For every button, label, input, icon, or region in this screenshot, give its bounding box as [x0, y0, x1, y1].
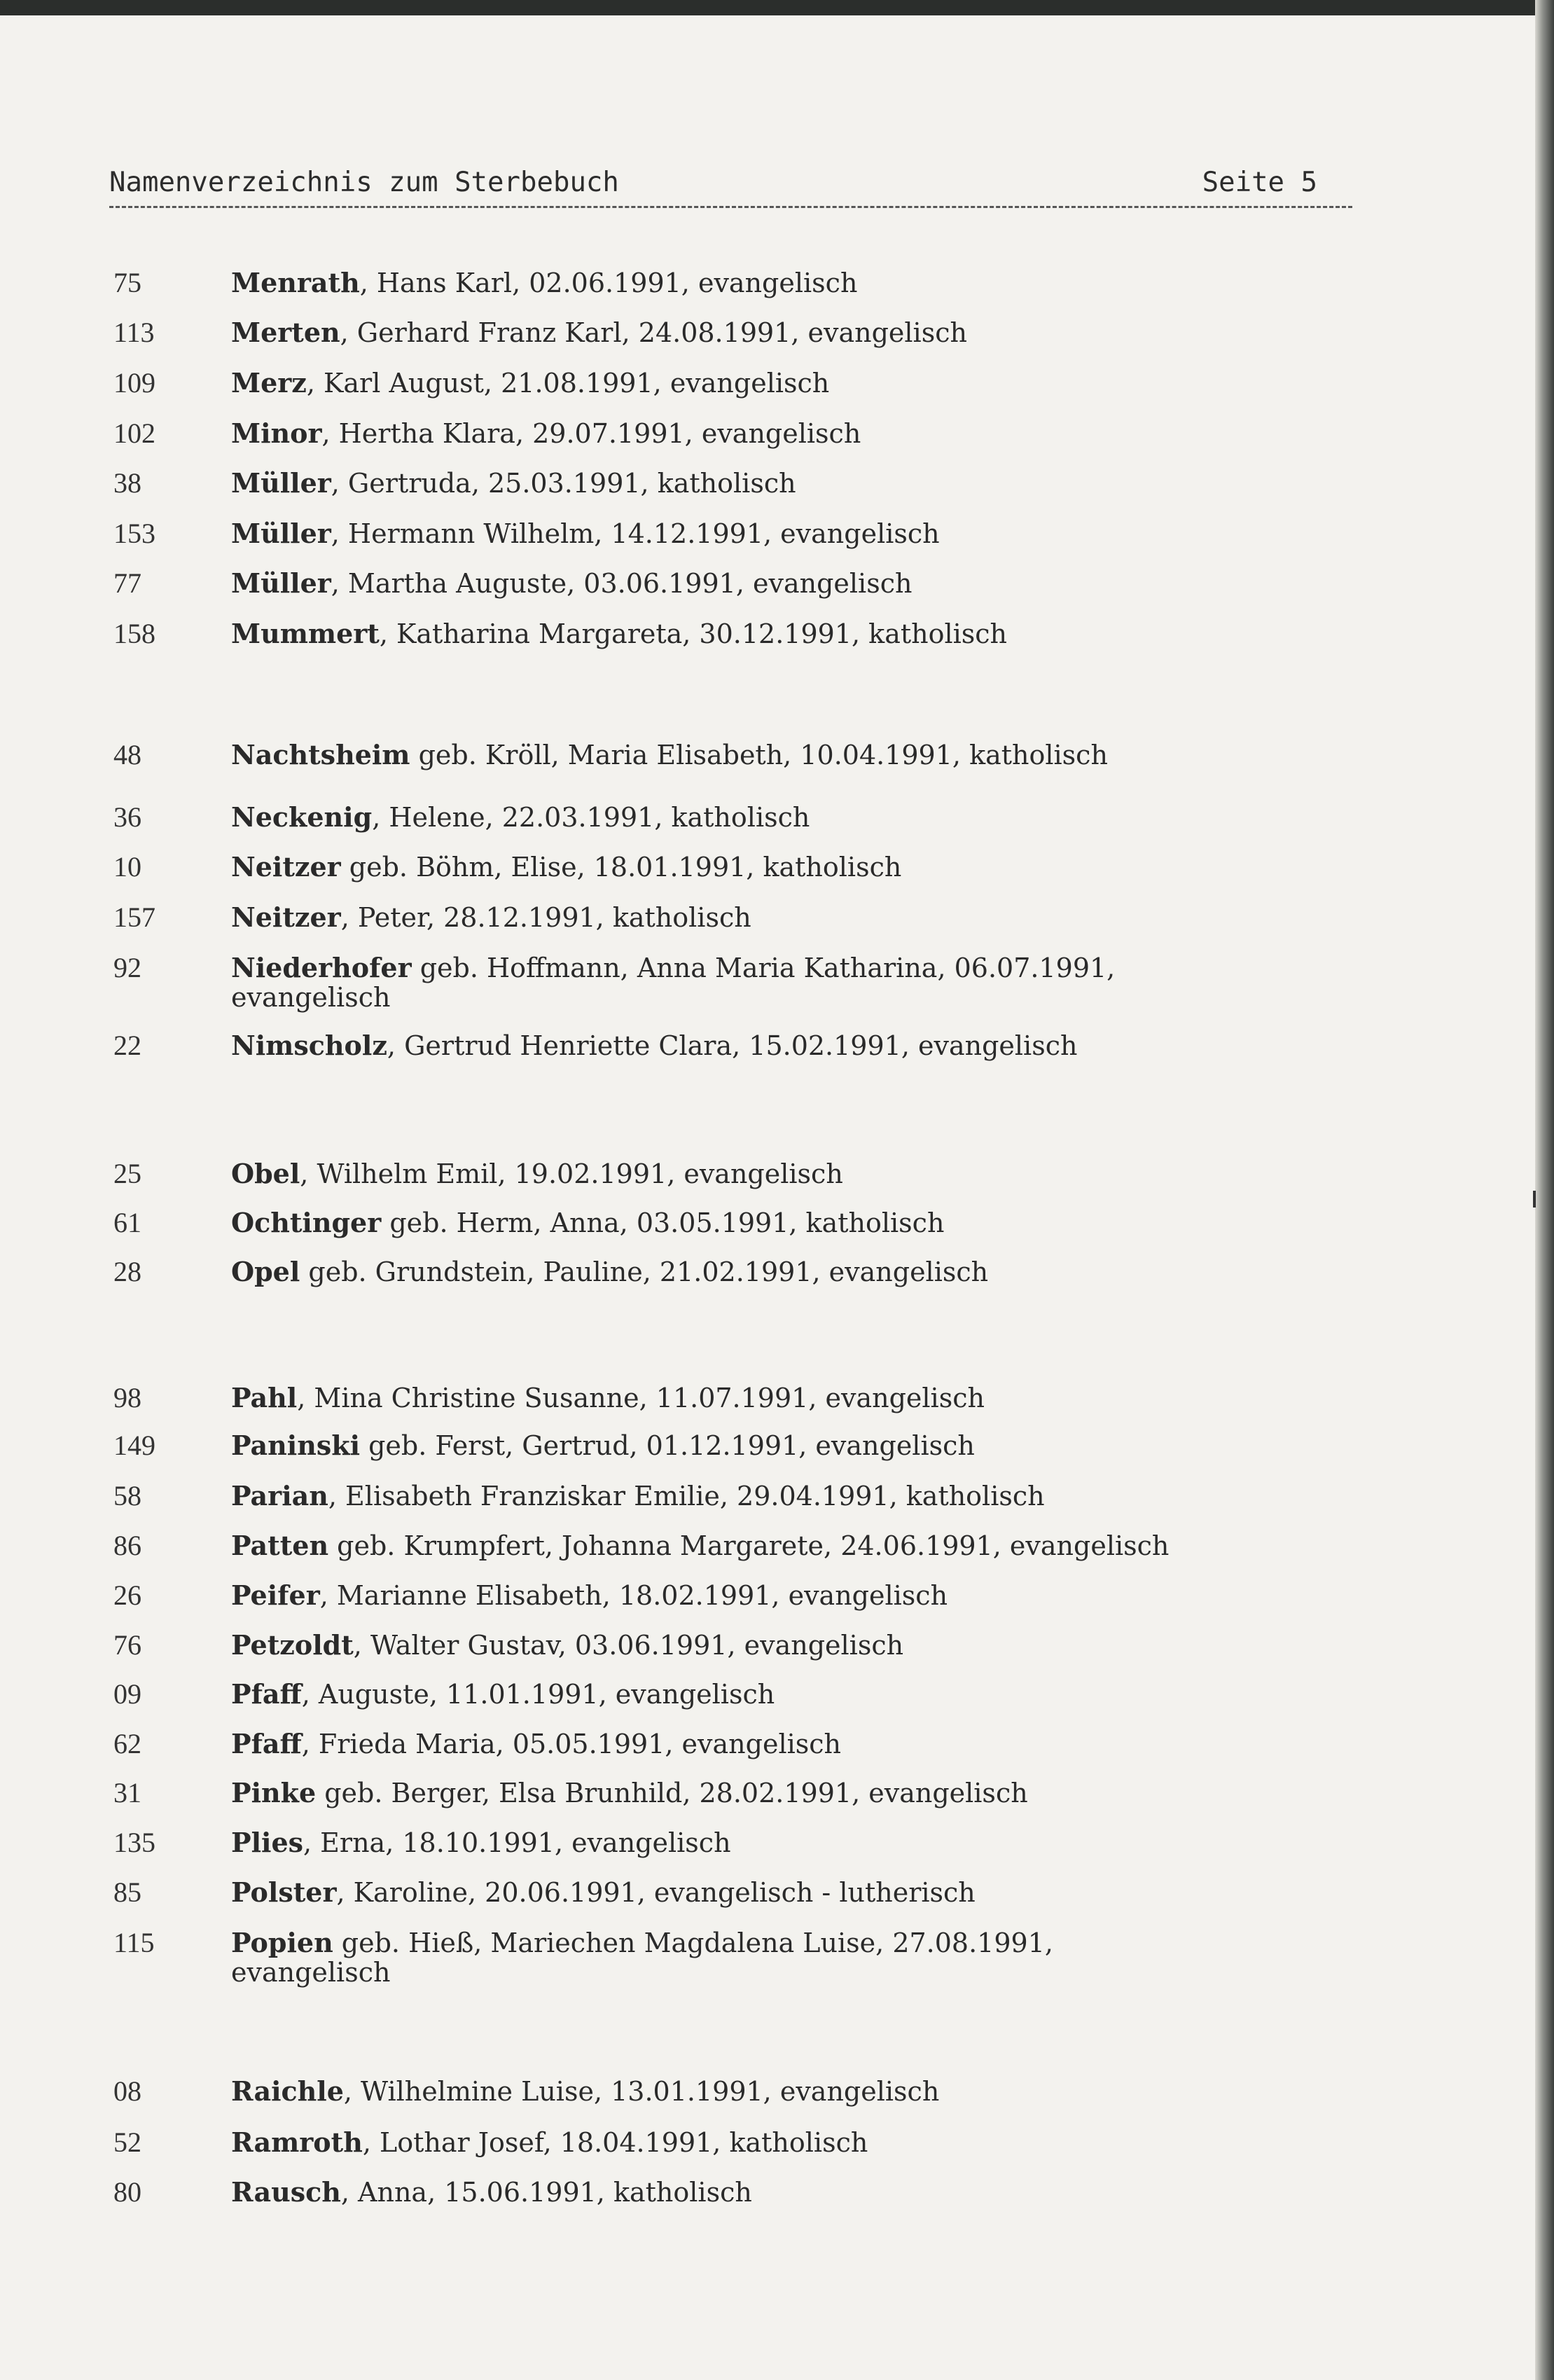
entry-number: 157	[113, 901, 155, 933]
entry-details: , Karl August, 21.08.1991, evangelisch	[306, 368, 830, 399]
entry-number: 10	[113, 851, 141, 883]
entry-surname: Minor	[231, 417, 322, 449]
entry-number: 98	[113, 1382, 141, 1413]
entry-number: 158	[113, 618, 155, 649]
entry-number: 115	[113, 1927, 155, 1958]
entry-surname: Ramroth	[231, 2126, 363, 2158]
entry-surname: Merz	[231, 367, 307, 399]
entry-surname: Peifer	[231, 1579, 320, 1611]
entry-details: geb. Kröll, Maria Elisabeth, 10.04.1991, katholisch	[410, 740, 1108, 770]
entry-surname: Paninski	[231, 1430, 361, 1461]
entry-surname: Nachtsheim	[231, 739, 410, 770]
margin-mark	[1533, 1191, 1536, 1208]
entry-surname: Pfaff	[231, 1728, 302, 1759]
entry-surname: Petzoldt	[231, 1629, 354, 1661]
entry-surname: Parian	[231, 1480, 328, 1511]
entry-surname: Nimscholz	[231, 1030, 387, 1061]
document-page	[0, 15, 1535, 2380]
entry-surname: Raichle	[231, 2075, 344, 2107]
entry-surname: Pinke	[231, 1777, 317, 1808]
entry-surname: Müller	[231, 467, 331, 499]
entry-details: geb. Grundstein, Pauline, 21.02.1991, evangelisch	[300, 1257, 989, 1287]
entry-details: , Martha Auguste, 03.06.1991, evangelisch	[331, 568, 913, 599]
entry-details: geb. Herm, Anna, 03.05.1991, katholisch	[381, 1208, 945, 1238]
entry-details: , Auguste, 11.01.1991, evangelisch	[301, 1679, 775, 1710]
entry-number: 102	[113, 417, 155, 449]
entry-number: 62	[113, 1728, 141, 1759]
entry-details: geb. Hieß, Mariechen Magdalena Luise, 27.08.1991,	[333, 1928, 1053, 1958]
entry-number: 28	[113, 1256, 141, 1287]
page-header	[109, 167, 1352, 208]
entry-surname: Mummert	[231, 618, 380, 649]
entry-details: , Karoline, 20.06.1991, evangelisch - lutherisch	[336, 1877, 976, 1908]
entry-details: , Gertrud Henriette Clara, 15.02.1991, evangelisch	[387, 1030, 1078, 1061]
entry-details: , Gerhard Franz Karl, 24.08.1991, evangelisch	[340, 317, 967, 348]
entry-details: , Wilhelmine Luise, 13.01.1991, evangelisch	[343, 2076, 940, 2107]
entry-number: 31	[113, 1777, 141, 1808]
entry-details: , Mina Christine Susanne, 11.07.1991, evangelisch	[297, 1383, 985, 1413]
entry-surname: Ochtinger	[231, 1207, 382, 1238]
entry-number: 61	[113, 1207, 141, 1238]
entry-number: 80	[113, 2176, 141, 2208]
entry-number: 77	[113, 567, 141, 599]
entry-number: 08	[113, 2075, 141, 2107]
entry-number: 113	[113, 317, 155, 348]
entry-surname: Merten	[231, 317, 340, 348]
entry-number: 26	[113, 1579, 141, 1611]
entry-details: , Hermann Wilhelm, 14.12.1991, evangelisch	[331, 518, 940, 549]
entry-surname: Neckenig	[231, 801, 373, 833]
entry-details: , Katharina Margareta, 30.12.1991, katholisch	[379, 618, 1008, 649]
entry-details: , Wilhelm Emil, 19.02.1991, evangelisch	[300, 1158, 843, 1189]
entry-surname: Pahl	[231, 1382, 298, 1413]
entry-details: geb. Krumpfert, Johanna Margarete, 24.06.1991, evangelisch	[328, 1530, 1170, 1561]
entry-surname: Obel	[231, 1158, 300, 1189]
entry-surname: Neitzer	[231, 901, 341, 933]
entry-number: 135	[113, 1827, 155, 1858]
entry-number: 76	[113, 1629, 141, 1661]
entry-surname: Popien	[231, 1927, 333, 1958]
entry-details: , Erna, 18.10.1991, evangelisch	[303, 1827, 731, 1858]
page-number: Seite 5	[1202, 167, 1317, 198]
entry-details: , Elisabeth Franziskar Emilie, 29.04.1991, katholisch	[328, 1481, 1045, 1511]
entry-number: 38	[113, 467, 141, 499]
entry-number: 85	[113, 1876, 141, 1908]
entry-number: 149	[113, 1430, 155, 1461]
entry-surname: Niederhofer	[231, 952, 412, 983]
entry-surname: Pfaff	[231, 1678, 302, 1710]
entry-details: , Lothar Josef, 18.04.1991, katholisch	[362, 2127, 868, 2158]
entry-number: 52	[113, 2126, 141, 2158]
entry-details: , Marianne Elisabeth, 18.02.1991, evangelisch	[319, 1580, 948, 1611]
entry-number: 48	[113, 739, 141, 770]
entry-number: 92	[113, 952, 141, 983]
page-edge	[1535, 0, 1554, 2380]
entry-surname: Polster	[231, 1876, 337, 1908]
entry-surname: Menrath	[231, 267, 360, 298]
entry-number: 86	[113, 1530, 141, 1561]
page-title: Namenverzeichnis zum Sterbebuch	[109, 167, 619, 198]
entry-details: , Helene, 22.03.1991, katholisch	[372, 802, 810, 833]
entry-details: , Peter, 28.12.1991, katholisch	[340, 902, 751, 933]
entry-details: geb. Berger, Elsa Brunhild, 28.02.1991, evangelisch	[316, 1778, 1028, 1808]
entry-details: geb. Hoffmann, Anna Maria Katharina, 06.07.1991,	[411, 953, 1116, 983]
entry-details: , Frieda Maria, 05.05.1991, evangelisch	[301, 1729, 842, 1759]
entry-surname: Müller	[231, 518, 331, 549]
entry-number: 153	[113, 518, 155, 549]
entry-surname: Müller	[231, 567, 331, 599]
entry-details: geb. Böhm, Elise, 18.01.1991, katholisch	[340, 852, 902, 883]
entry-surname: Neitzer	[231, 851, 341, 883]
entry-number: 75	[113, 267, 141, 298]
entry-details: , Anna, 15.06.1991, katholisch	[340, 2177, 752, 2208]
entry-continuation: evangelisch	[231, 1957, 391, 1988]
entry-surname: Opel	[231, 1256, 300, 1287]
entry-details: geb. Ferst, Gertrud, 01.12.1991, evangelisch	[360, 1430, 975, 1461]
entry-surname: Rausch	[231, 2176, 341, 2208]
entry-surname: Plies	[231, 1827, 304, 1858]
entry-number: 22	[113, 1030, 141, 1061]
entry-details: , Hans Karl, 02.06.1991, evangelisch	[359, 268, 858, 298]
entry-details: , Hertha Klara, 29.07.1991, evangelisch	[321, 418, 861, 449]
entry-number: 36	[113, 801, 141, 833]
entry-number: 58	[113, 1480, 141, 1511]
entry-continuation: evangelisch	[231, 982, 391, 1013]
entry-number: 25	[113, 1158, 141, 1189]
entry-details: , Walter Gustav, 03.06.1991, evangelisch	[353, 1630, 904, 1661]
entry-details: , Gertruda, 25.03.1991, katholisch	[331, 468, 796, 499]
entry-number: 09	[113, 1678, 141, 1710]
entry-surname: Patten	[231, 1530, 329, 1561]
entry-number: 109	[113, 367, 155, 399]
